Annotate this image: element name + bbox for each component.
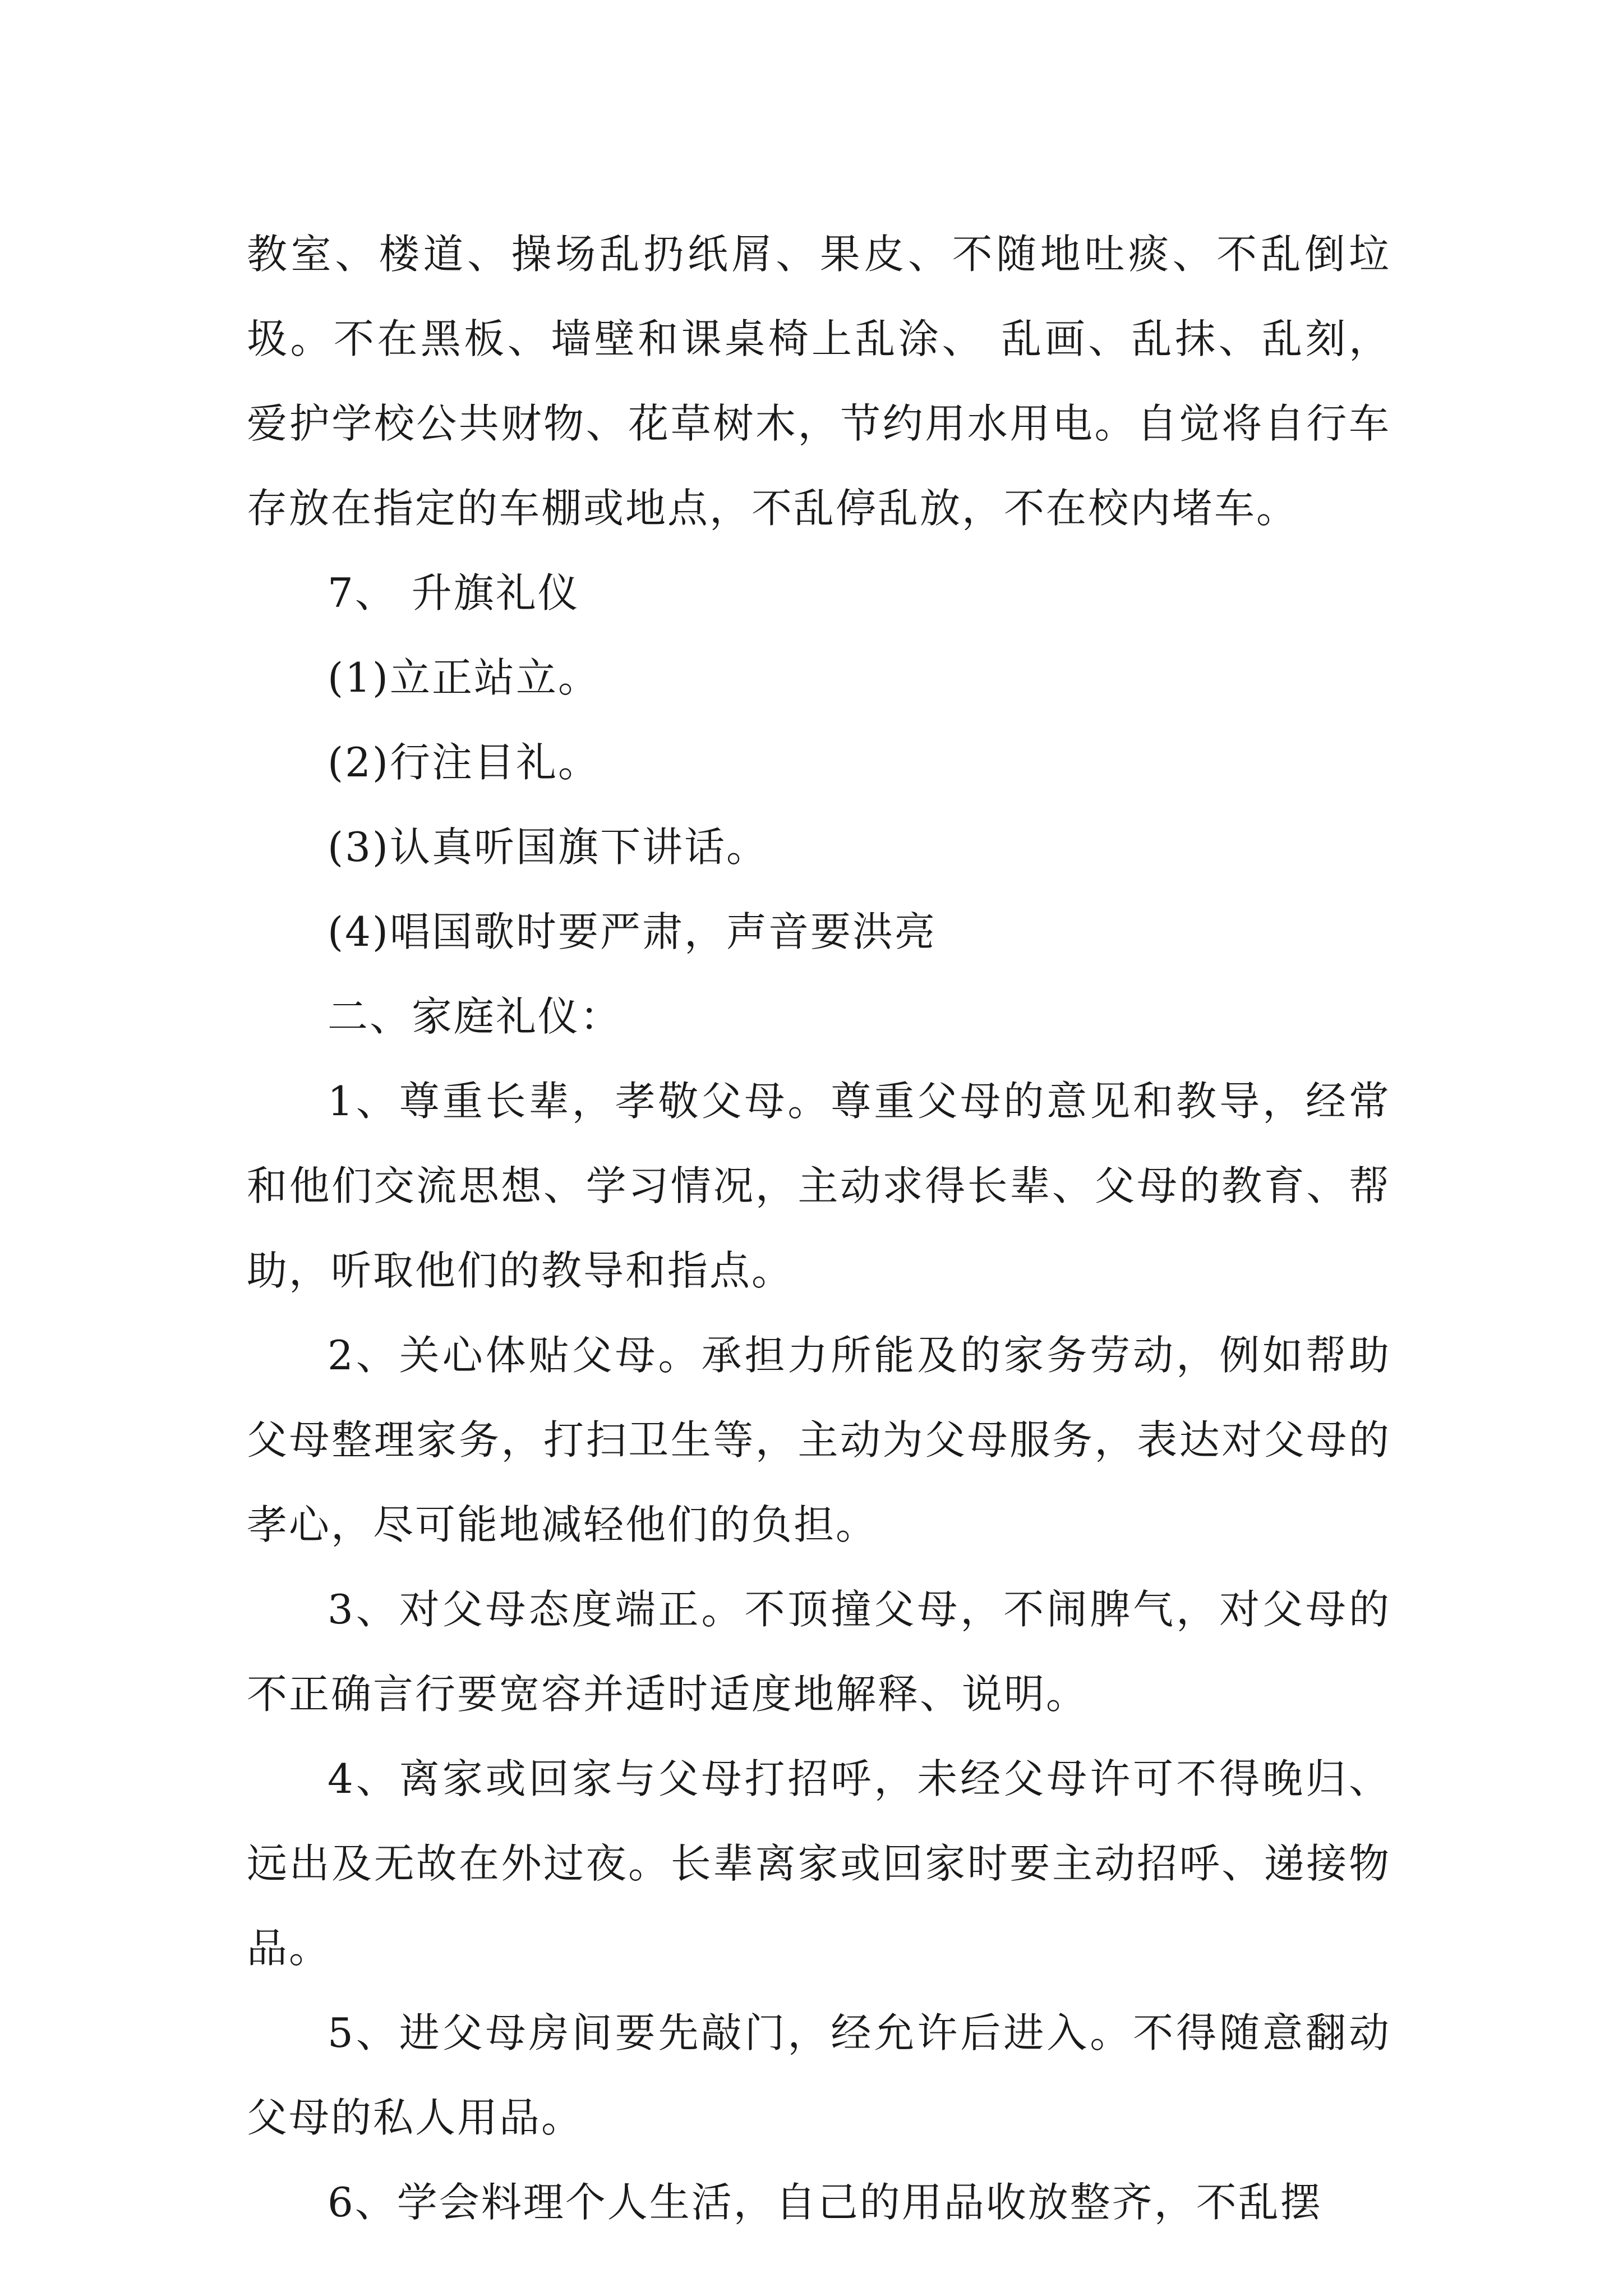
paragraph-family-2: 2、关心体贴父母。承担力所能及的家务劳动，例如帮助父母整理家务，打扫卫生等，主动为父母服务，表达对父母的孝心，尽可能地减轻他们的负担。	[247, 1332, 1391, 1548]
paragraph-school-hygiene: 教室、楼道、操场乱扔纸屑、果皮、不随地吐痰、不乱倒垃圾。不在黑板、墙壁和课桌椅上乱涂、 乱画、乱抹、乱刻，爱护学校公共财物、花草树木，节约用水用电。自觉将自行车存放在指定的车棚或地点，不乱停乱放，不在校内堵车。	[247, 231, 1391, 532]
paragraph-family-6: 6、学会料理个人生活，自己的用品收放整齐，不乱摆	[328, 2179, 1322, 2226]
heading-flag-etiquette: 7、 升旗礼仪	[328, 569, 580, 616]
list-item-1: (1)立正站立。	[328, 654, 600, 701]
paragraph-family-4: 4、离家或回家与父母打招呼，未经父母许可不得晚归、远出及无故在外过夜。长辈离家或回家时要主动招呼、递接物品。	[247, 1755, 1391, 1972]
section-heading-family-etiquette: 二、家庭礼仪：	[328, 993, 623, 1040]
list-item-2: (2)行注目礼。	[328, 739, 600, 786]
paragraph-family-3: 3、对父母态度端正。不顶撞父母，不闹脾气，对父母的不正确言行要宽容并适时适度地解释、说明。	[247, 1586, 1391, 1718]
paragraph-family-1: 1、尊重长辈，孝敬父母。尊重父母的意见和教导，经常和他们交流思想、学习情况，主动求得长辈、父母的教育、帮助，听取他们的教导和指点。	[247, 1078, 1391, 1294]
list-item-3: (3)认真听国旗下讲话。	[328, 823, 768, 871]
list-item-4: (4)唱国歌时要严肃，声音要洪亮	[328, 908, 937, 955]
body-text	[247, 212, 1391, 2245]
paragraph-family-5: 5、进父母房间要先敲门，经允许后进入。不得随意翻动父母的私人用品。	[247, 2009, 1391, 2141]
